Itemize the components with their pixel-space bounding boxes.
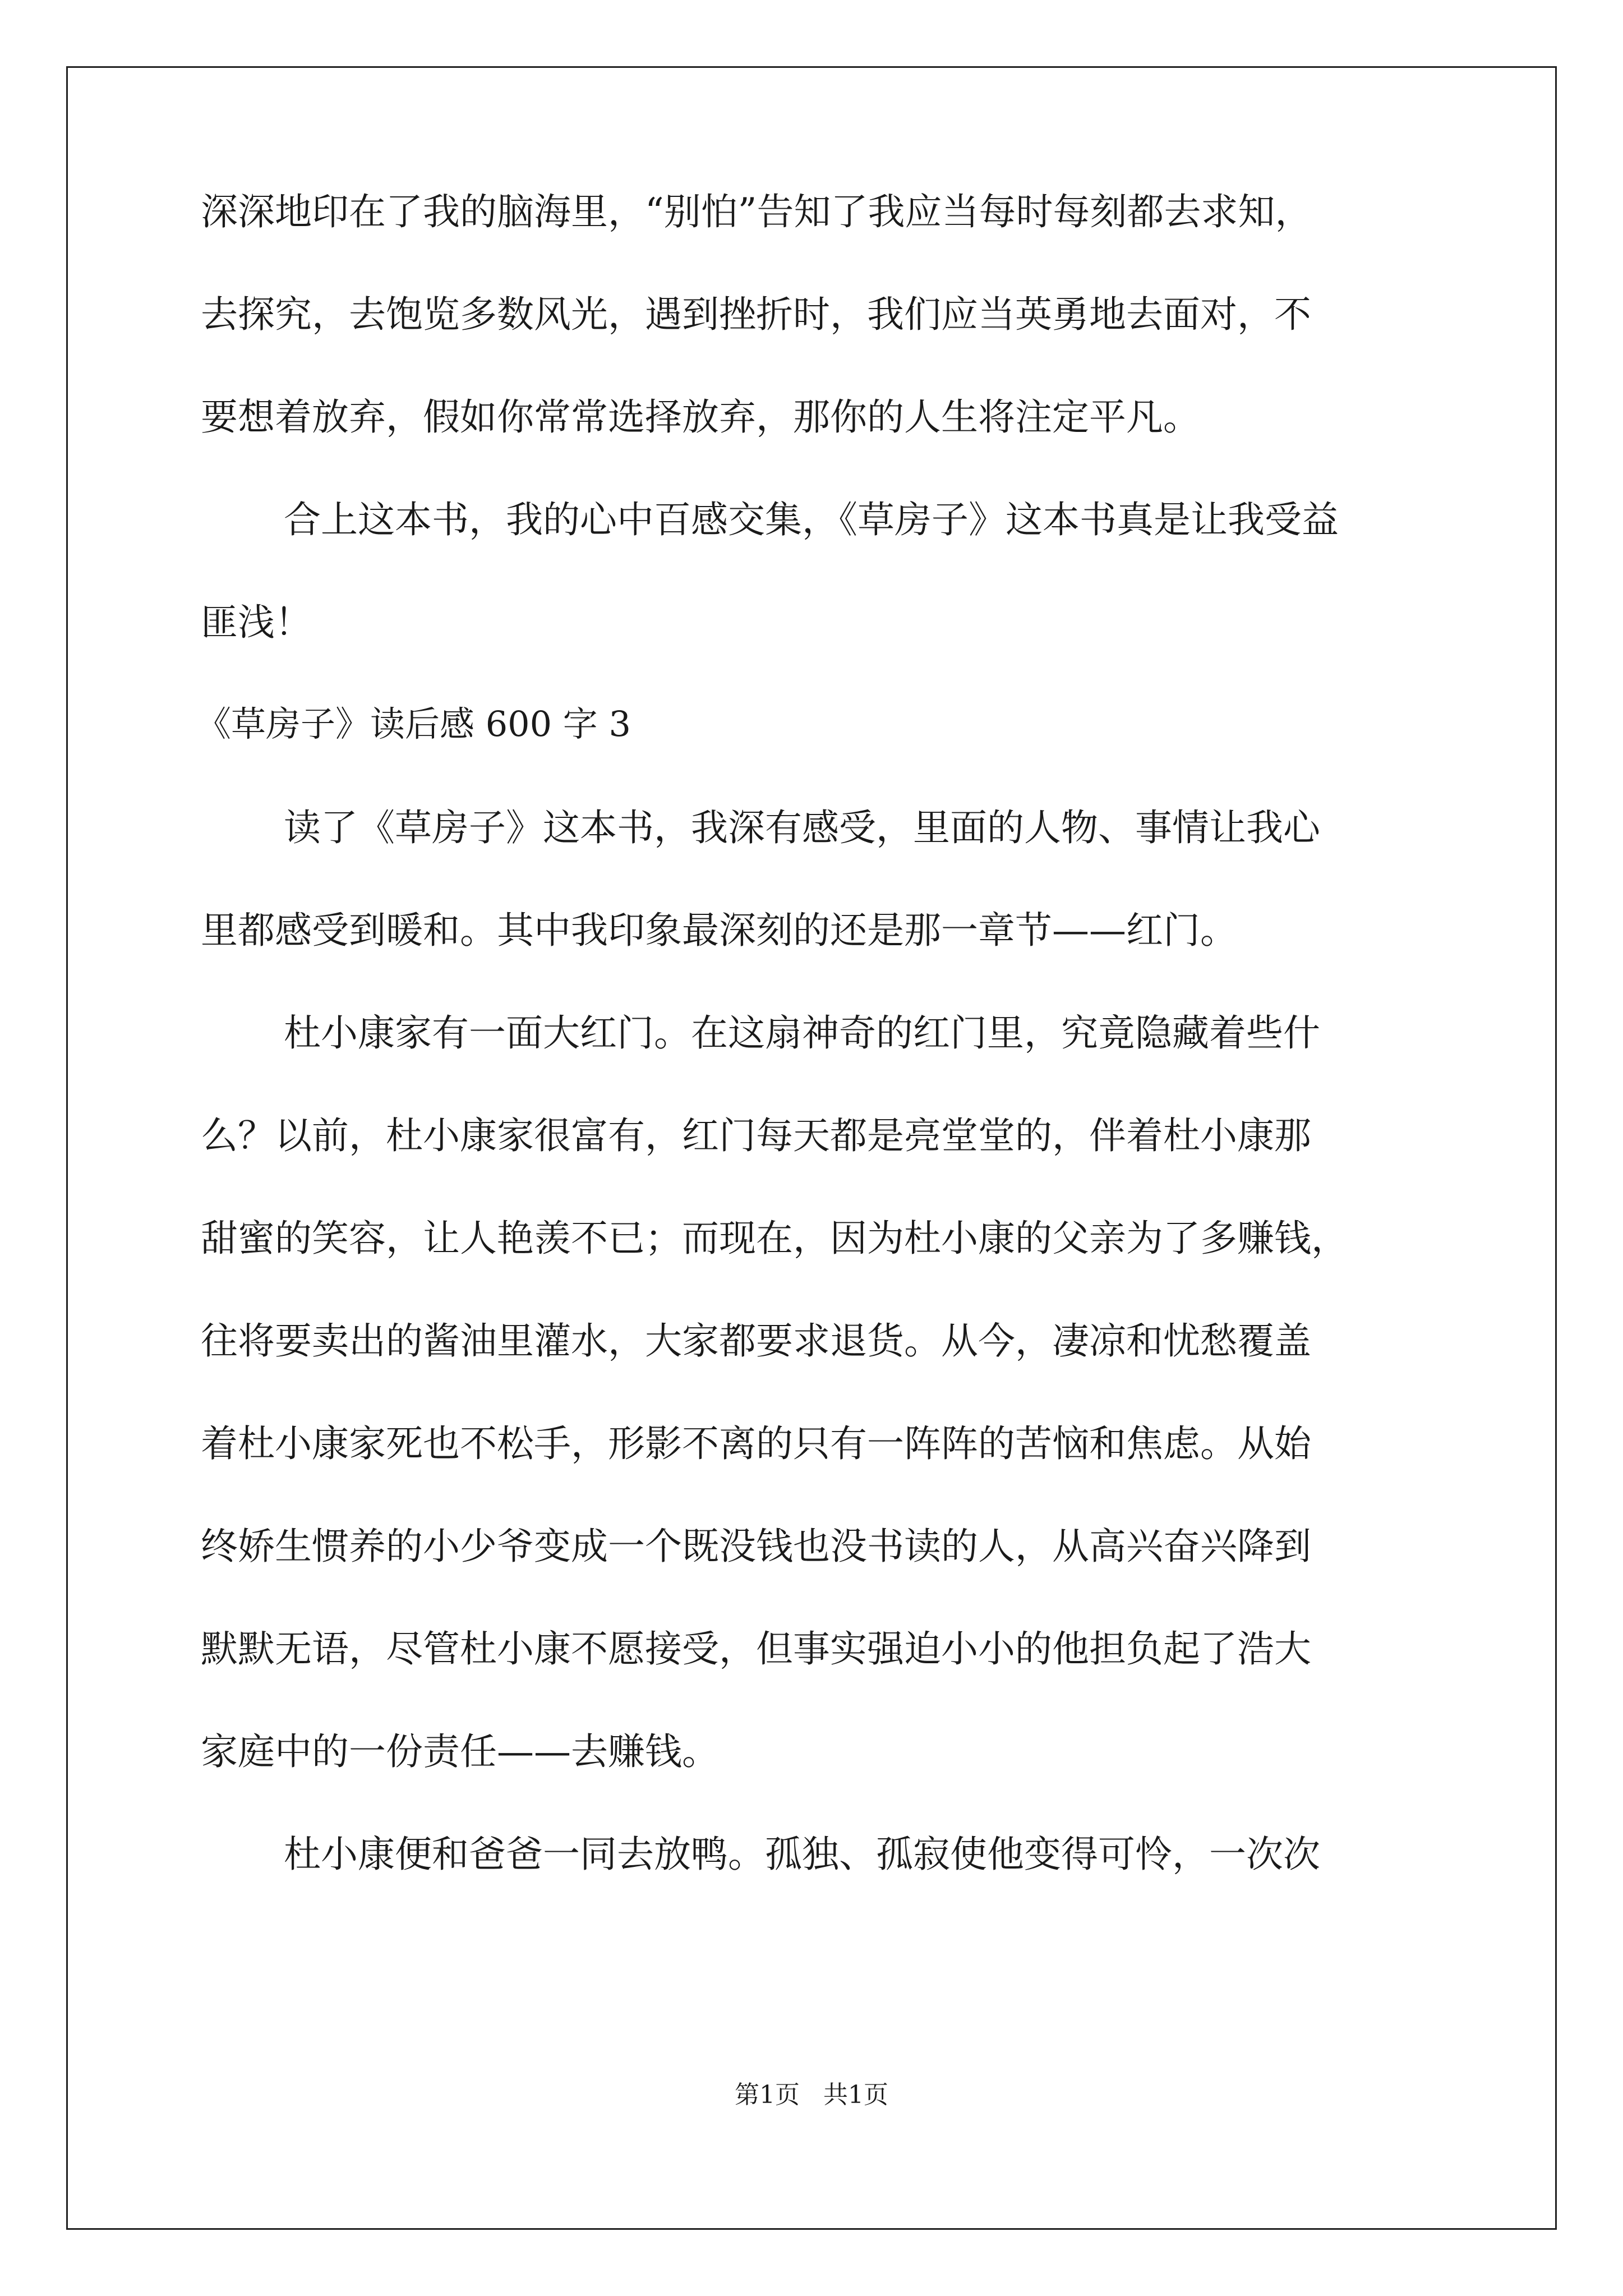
text-line: 匪浅！ xyxy=(201,601,312,644)
text-line: 去探究，去饱览多数风光，遇到挫折时，我们应当英勇地去面对，不 xyxy=(201,293,1311,336)
text-line: 要想着放弃，假如你常常选择放弃，那你的人生将注定平凡。 xyxy=(201,395,1200,439)
text-line: 里都感受到暖和。其中我印象最深刻的还是那一章节——红门。 xyxy=(201,909,1237,952)
text-line: 家庭中的一份责任——去赚钱。 xyxy=(201,1730,719,1773)
paragraph-start-line: 杜小康便和爸爸一同去放鸭。孤独、孤寂使他变得可怜，一次次 xyxy=(284,1833,1320,1876)
paragraph-start-line: 杜小康家有一面大红门。在这扇神奇的红门里，究竟隐藏着些什 xyxy=(284,1011,1320,1055)
text-line: 默默无语，尽管杜小康不愿接受，但事实强迫小小的他担负起了浩大 xyxy=(201,1627,1311,1671)
text-line: 么？以前，杜小康家很富有，红门每天都是亮堂堂的，伴着杜小康那 xyxy=(201,1114,1311,1157)
text-line: 往将要卖出的酱油里灌水，大家都要求退货。从今，凄凉和忧愁覆盖 xyxy=(201,1319,1311,1363)
text-line: 终娇生惯养的小少爷变成一个既没钱也没书读的人，从高兴奋兴降到 xyxy=(201,1525,1311,1568)
text-line: 甜蜜的笑容，让人艳羡不已；而现在，因为杜小康的父亲为了多赚钱， xyxy=(201,1217,1348,1260)
text-line: 着杜小康家死也不松手，形影不离的只有一阵阵的苦恼和焦虑。从始 xyxy=(201,1422,1311,1465)
section-heading: 《草房子》读后感 600 字 3 xyxy=(196,703,631,744)
page-number-footer: 第1页 共1页 xyxy=(735,2081,888,2109)
paragraph-start-line: 读了《草房子》这本书，我深有感受，里面的人物、事情让我心 xyxy=(284,806,1320,849)
text-line: 深深地印在了我的脑海里，“别怕”告知了我应当每时每刻都去求知， xyxy=(201,190,1312,233)
paragraph-start-line: 合上这本书，我的心中百感交集，《草房子》这本书真是让我受益 xyxy=(284,498,1339,541)
